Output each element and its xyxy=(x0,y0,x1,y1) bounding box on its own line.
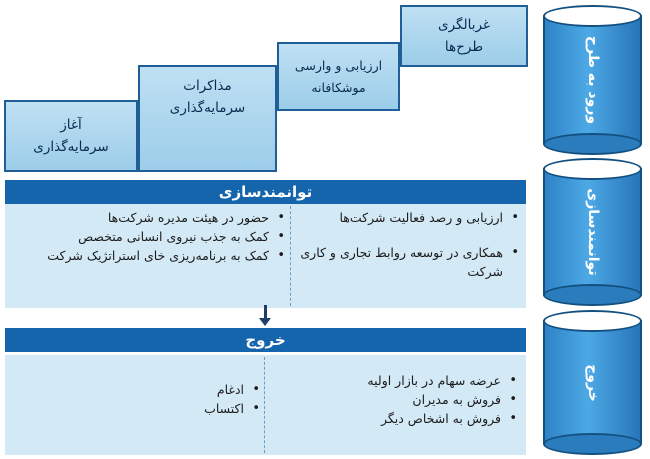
empowerment-item: • ارزیابی و رصد فعالیت شرکت‌ها xyxy=(299,208,519,227)
exit-item: • اکتساب xyxy=(165,399,260,418)
step-due-diligence xyxy=(277,42,400,111)
cylinder-exit-label: خروج xyxy=(584,363,601,402)
exit-right-column xyxy=(305,371,517,428)
cylinder-empowerment-label: توانمندسازی xyxy=(584,188,601,276)
exit-item: • عرضه سهام در بازار اولیه xyxy=(305,371,517,390)
exit-left-column xyxy=(165,380,260,418)
arrow-down-icon xyxy=(259,318,271,326)
step-negotiation-line1: مذاکرات xyxy=(183,78,232,94)
cylinder-entry xyxy=(543,5,642,155)
empowerment-item: • حضور در هیئت مدیره شرکت‌ها xyxy=(45,208,285,227)
exit-item: • فروش به مدیران xyxy=(305,390,517,409)
empowerment-item: • کمک به جذب نیروی انسانی متخصص xyxy=(45,227,285,246)
empowerment-right-column xyxy=(299,208,519,281)
empowerment-left-column xyxy=(45,208,285,265)
cylinder-exit xyxy=(543,310,642,455)
empowerment-item: • کمک به برنامه‌ریزی خای استراتژیک شرکت xyxy=(45,246,285,265)
empowerment-divider xyxy=(290,206,291,306)
step-start-line2: سرمایه‌گذاری xyxy=(33,139,109,155)
step-project-screening xyxy=(400,5,528,67)
step-start-line1: آغاز xyxy=(60,117,82,133)
step-investment-start xyxy=(4,100,138,172)
step-evaluation-line1: ارزیابی و وارسی xyxy=(294,57,383,73)
exit-panel xyxy=(5,355,526,455)
step-screening-line2: طرح‌ها xyxy=(444,39,484,55)
exit-header xyxy=(5,328,526,352)
step-investment-negotiation xyxy=(138,65,277,172)
cylinder-entry-label: ورود به طرح xyxy=(584,35,601,125)
empowerment-item: • همکاری در توسعه روابط تجاری و کاری شرکت xyxy=(299,243,519,281)
step-screening-line1: غربالگری xyxy=(438,17,490,33)
cylinder-empowerment xyxy=(543,158,642,306)
exit-divider xyxy=(264,357,265,453)
step-negotiation-line2: سرمایه‌گذاری xyxy=(169,100,246,116)
empowerment-panel xyxy=(5,204,526,308)
exit-item: • ادغام xyxy=(165,380,260,399)
exit-item: • فروش به اشخاص دیگر xyxy=(305,409,517,428)
empowerment-header xyxy=(5,180,526,204)
empowerment-title: توانمندسازی xyxy=(218,183,313,201)
exit-title: خروج xyxy=(245,331,286,349)
step-evaluation-line2: موشکافانه xyxy=(311,79,366,95)
